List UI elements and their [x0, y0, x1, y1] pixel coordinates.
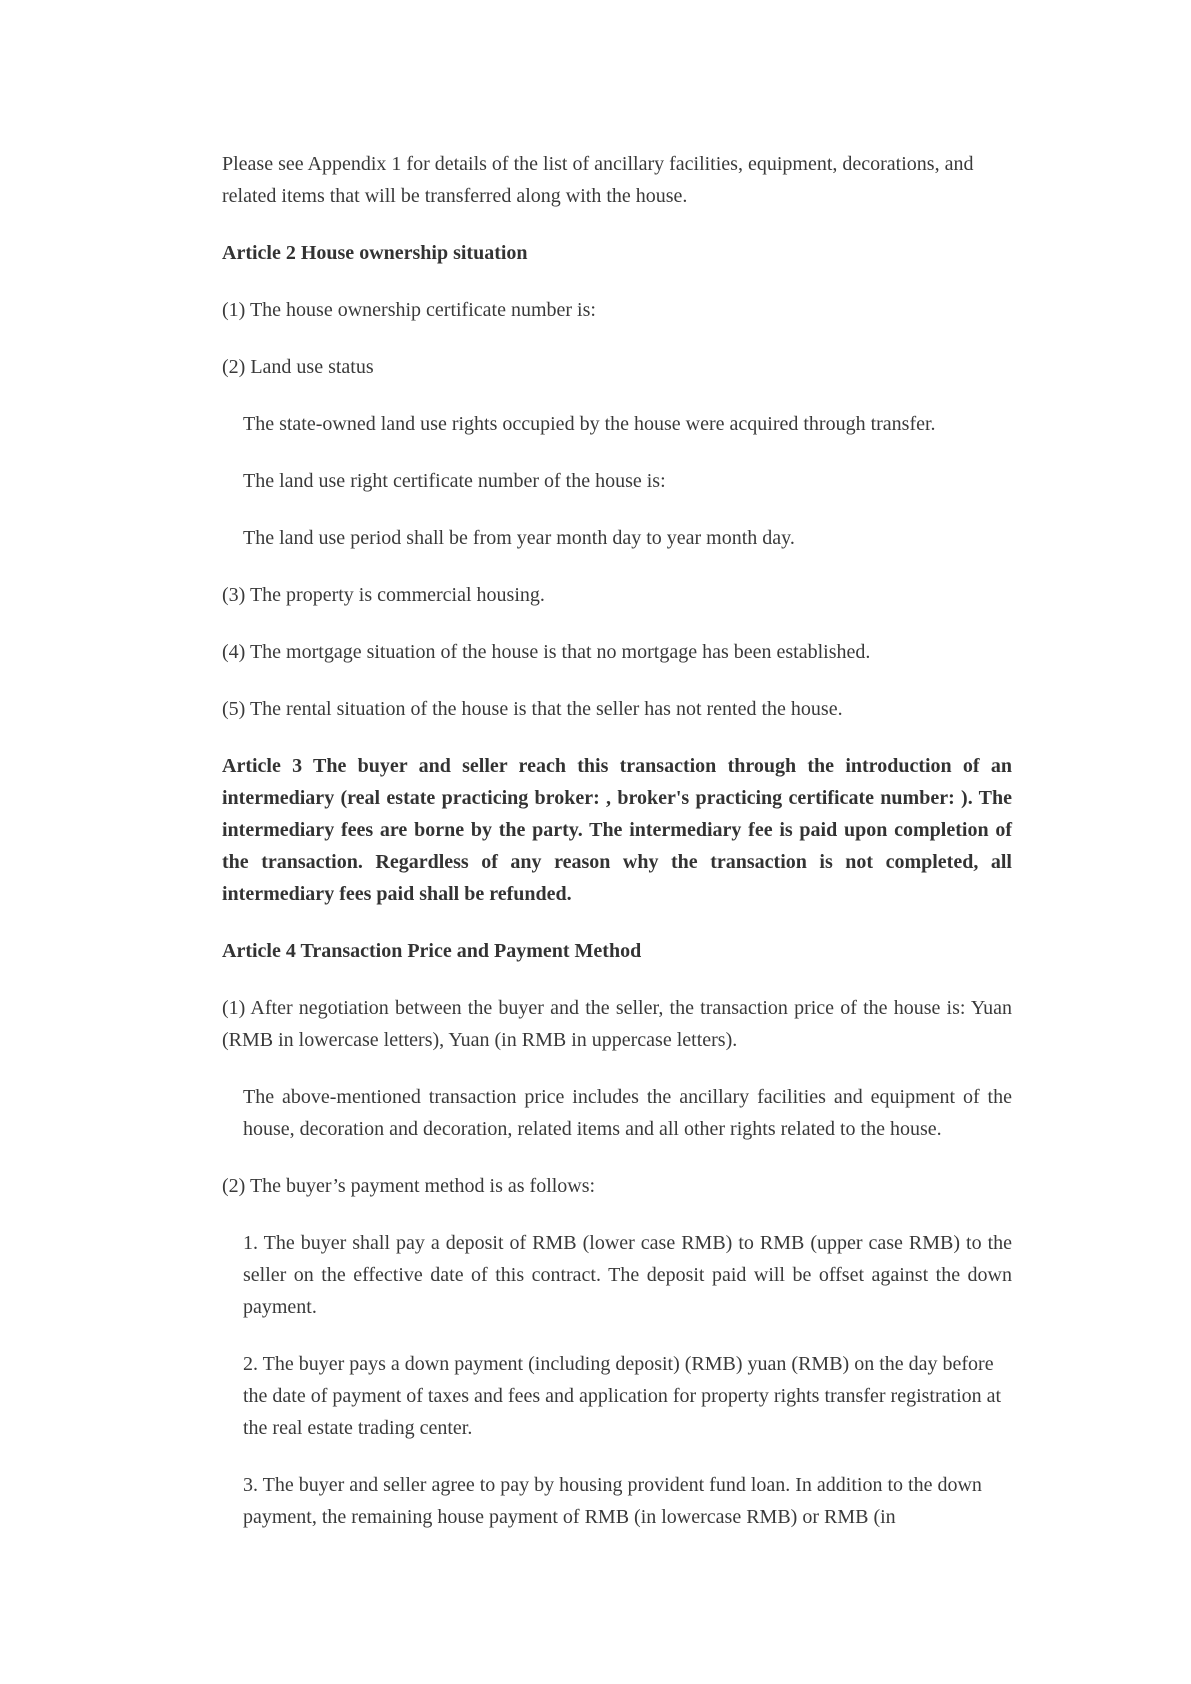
article-2-item-2: (2) Land use status: [222, 356, 374, 378]
article-2-heading: Article 2 House ownership situation: [222, 242, 528, 264]
article-2-item-2-acquired: The state-owned land use rights occupied by the house were acquired through transfer.: [243, 413, 936, 435]
article-4-item-2-2: 2. The buyer pays a down payment (including deposit) (RMB) yuan (RMB) on the day before the date of payment of taxes and fees and application for property rights transfer registration at the real estate trading center.: [243, 1353, 1002, 1439]
article-4-item-2-1: 1. The buyer shall pay a deposit of RMB (lower case RMB) to RMB (upper case RMB) to the seller on the effective date of this contract. The deposit paid will be offset against the down payment.: [243, 1232, 1012, 1318]
article-2-item-1: (1) The house ownership certificate number is:: [222, 299, 596, 321]
article-2-item-3: (3) The property is commercial housing.: [222, 584, 545, 606]
article-2-item-2-period: The land use period shall be from year month day to year month day.: [243, 527, 795, 549]
article-4-item-1: (1) After negotiation between the buyer and the seller, the transaction price of the house is: Yuan (RMB in lowercase letters), Yuan (in RMB in uppercase letters).: [222, 997, 1012, 1051]
article-3-paragraph: Article 3 The buyer and seller reach this transaction through the introduction of an intermediary (real estate practicing broker: , broker's practicing certificate number: ). The intermediary fees are borne by the party. The intermediary fee is paid upon completion of the transaction. Regardless of any reason why the transaction is not completed, all intermediary fees paid shall be refunded.: [222, 755, 1012, 905]
article-2-item-5: (5) The rental situation of the house is that the seller has not rented the house.: [222, 698, 843, 720]
article-2-item-4: (4) The mortgage situation of the house is that no mortgage has been established.: [222, 641, 871, 663]
article-4-item-2-3: 3. The buyer and seller agree to pay by housing provident fund loan. In addition to the down payment, the remaining house payment of RMB (in lowercase RMB) or RMB (in: [243, 1474, 982, 1528]
article-4-item-2: (2) The buyer’s payment method is as follows:: [222, 1175, 596, 1197]
article-2-item-2-certificate: The land use right certificate number of the house is:: [243, 470, 666, 492]
document-page: [222, 148, 1012, 1558]
article-4-item-1-includes: The above-mentioned transaction price includes the ancillary facilities and equipment of the house, decoration and decoration, related items and all other rights related to the house.: [243, 1086, 1012, 1140]
article-4-heading: Article 4 Transaction Price and Payment Method: [222, 940, 642, 962]
appendix-note: Please see Appendix 1 for details of the list of ancillary facilities, equipment, decorations, and related items that will be transferred along with the house.: [222, 153, 974, 207]
